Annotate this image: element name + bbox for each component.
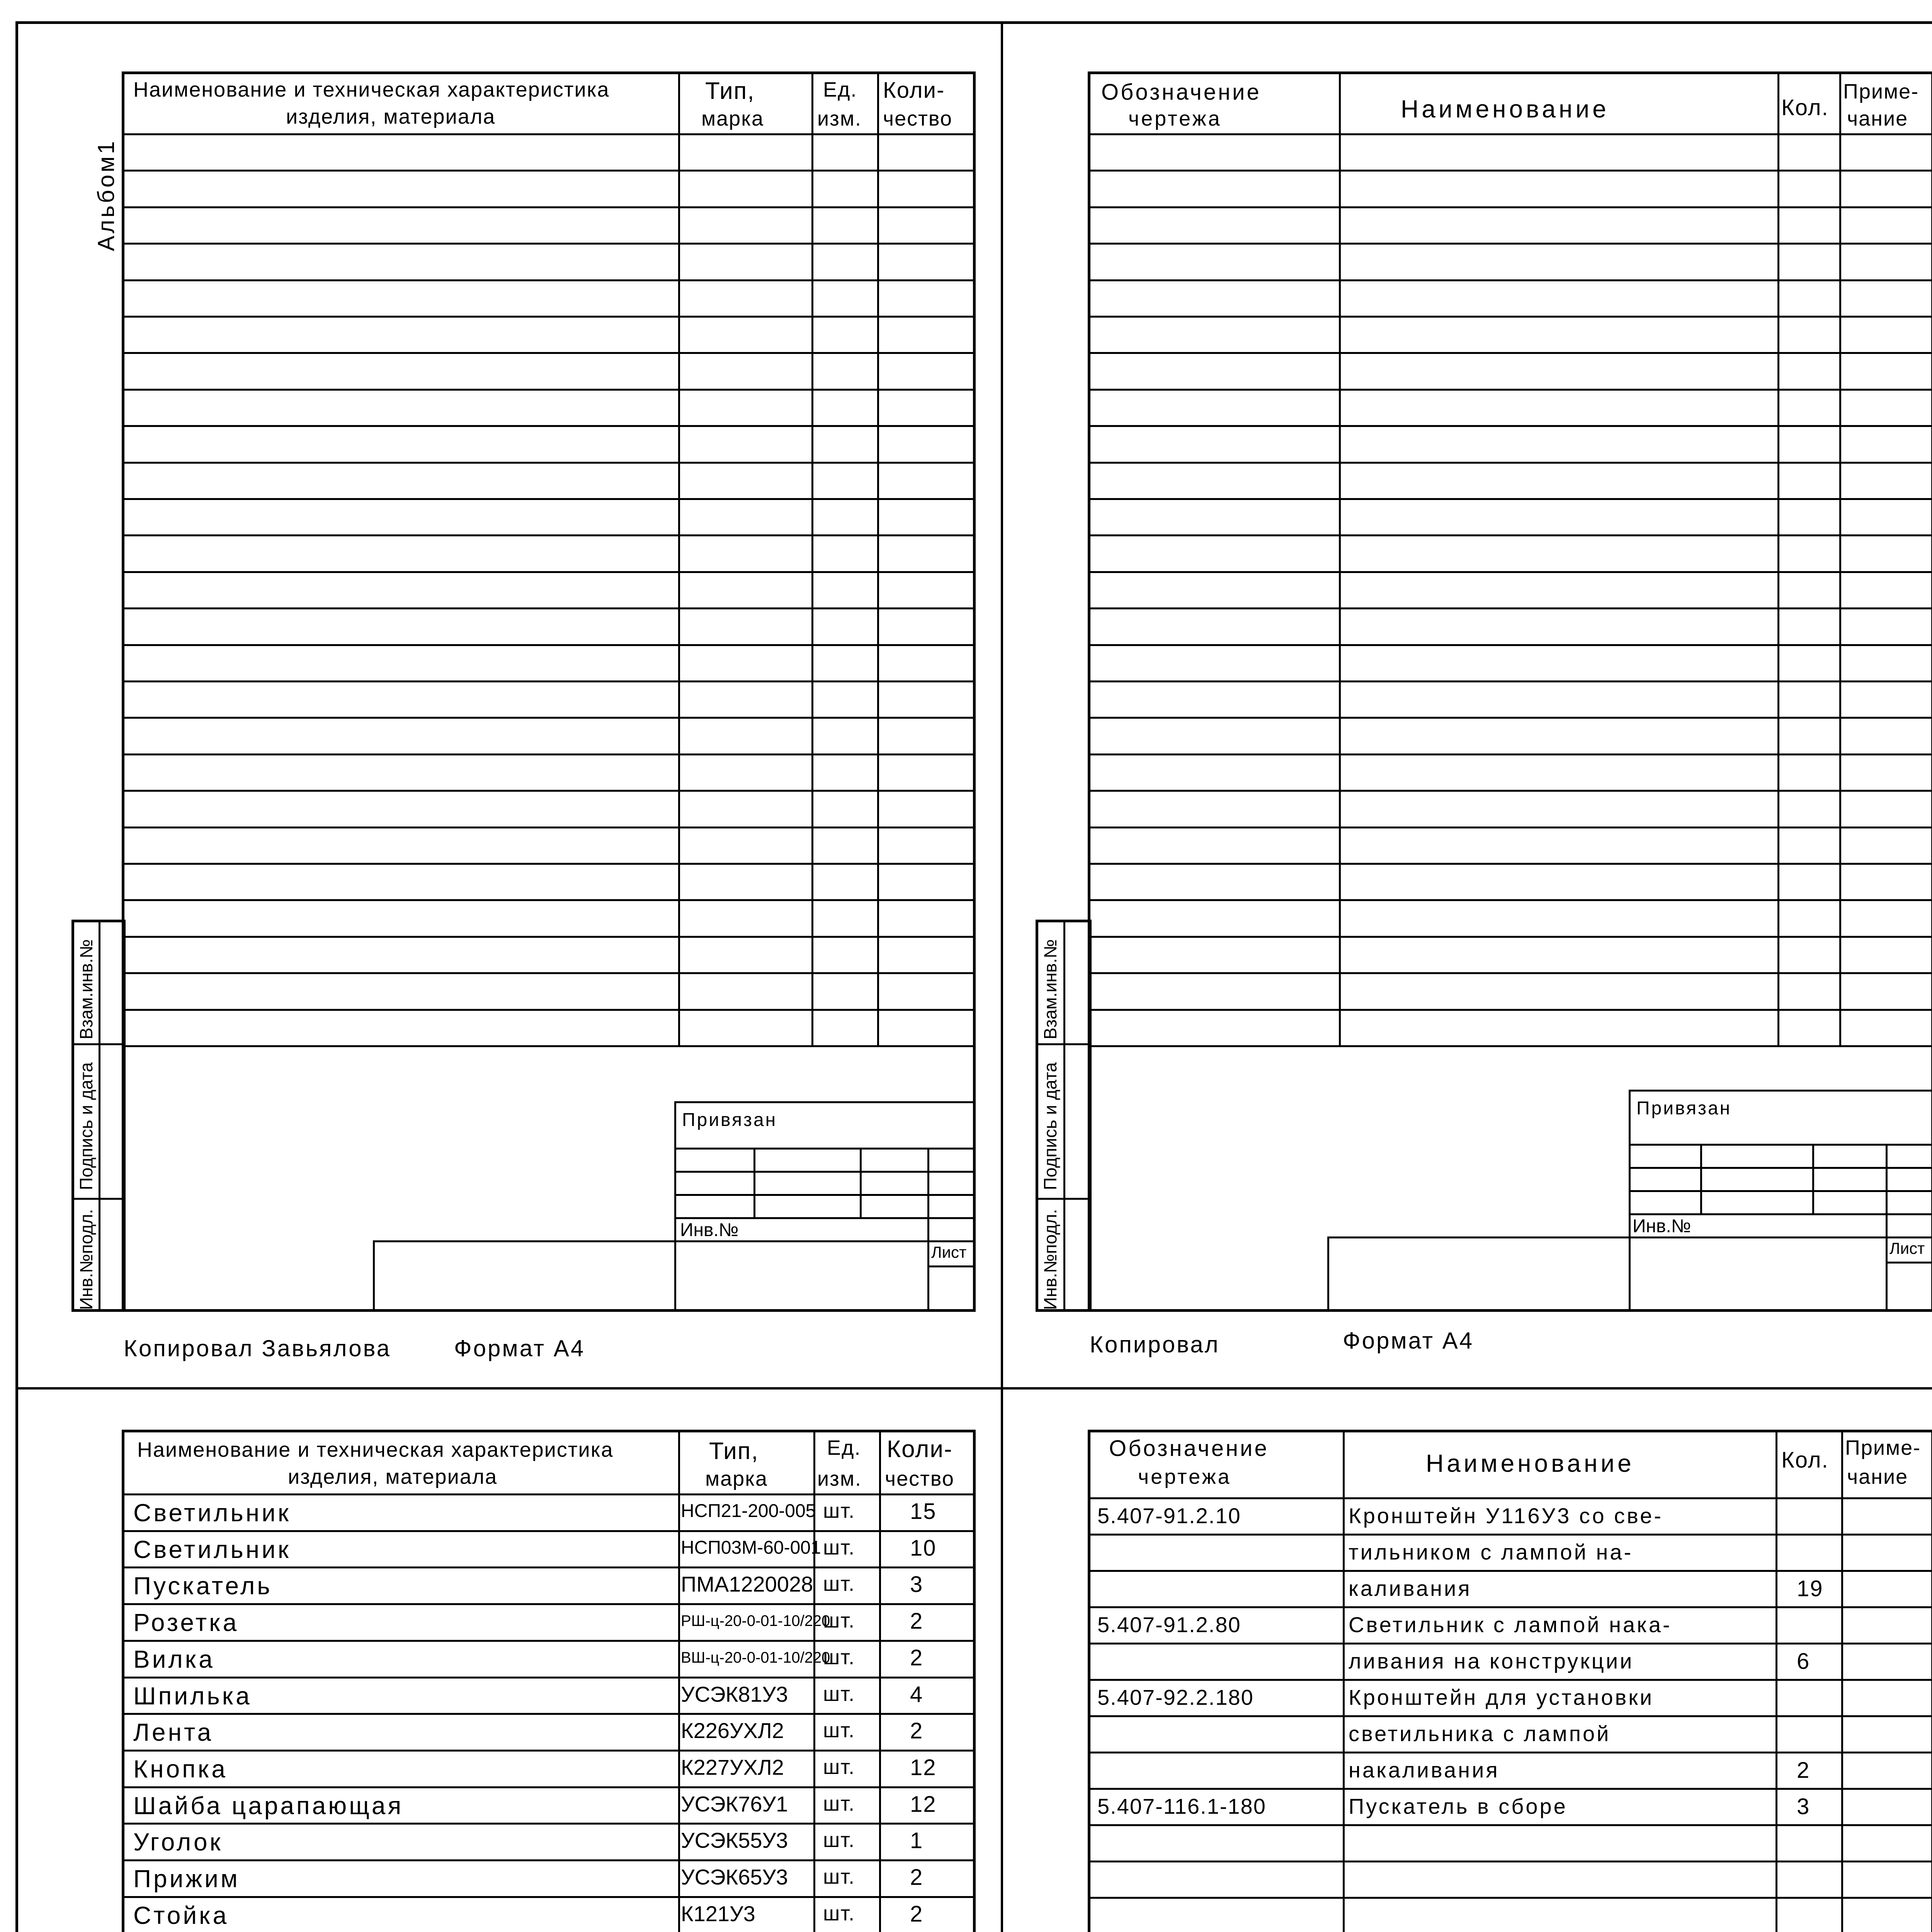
table-row-line <box>122 936 976 938</box>
table-row-line <box>1088 972 1932 974</box>
table-row-line <box>122 899 976 901</box>
table-row-line <box>1088 863 1932 865</box>
header-unit-2: изм. <box>817 1467 862 1490</box>
row-qty: 2 <box>910 1609 923 1634</box>
table-row-line <box>1088 607 1932 609</box>
row-name: каливания <box>1349 1576 1472 1600</box>
col-line <box>879 1430 881 1932</box>
table-row-line <box>1088 1752 1932 1753</box>
table-row-line <box>122 498 976 500</box>
table-row-line <box>1088 243 1932 245</box>
header-name-2: изделия, материала <box>288 1465 498 1488</box>
row-type: К226УХЛ2 <box>681 1718 784 1743</box>
row-type: УСЭК81У3 <box>681 1682 788 1706</box>
side-stamp-divider <box>71 1198 126 1200</box>
stamp-line <box>674 1194 976 1196</box>
row-type: УСЭК55У3 <box>681 1828 788 1852</box>
stamp-line <box>1886 1262 1932 1264</box>
list-label: Лист <box>931 1243 967 1261</box>
row-name: Пускатель в сборе <box>1349 1794 1568 1818</box>
row-name: Вилка <box>133 1645 215 1673</box>
row-type: НСП21-200-005 <box>681 1501 816 1521</box>
row-qty: 3 <box>1797 1794 1810 1819</box>
stamp-vzam-inv: Взам.инв.№ <box>1040 939 1060 1039</box>
table-row-line <box>1088 462 1932 464</box>
header-oboz-2: чертежа <box>1128 107 1222 130</box>
table-row-line <box>1088 571 1932 573</box>
table-row-line <box>122 170 976 172</box>
table-row-line <box>1088 534 1932 536</box>
row-name: Светильник с лампой нака- <box>1349 1612 1672 1637</box>
table-row-line <box>122 352 976 354</box>
row-unit: шт. <box>823 1536 855 1559</box>
inv-label: Инв.№ <box>1633 1216 1691 1236</box>
table-row-line <box>122 972 976 974</box>
header-type-2: марка <box>701 107 764 130</box>
table-row-line <box>122 462 976 464</box>
table-row-line <box>1088 389 1932 391</box>
side-stamp-divider <box>1063 920 1065 1312</box>
table-row-line <box>1088 1788 1932 1790</box>
row-name: Светильник <box>133 1499 291 1527</box>
table-row-line <box>122 389 976 391</box>
row-type: УСЭК76У1 <box>681 1792 788 1816</box>
header-oboz-2: чертежа <box>1138 1465 1231 1488</box>
table-row-line <box>122 1750 976 1752</box>
table-row-line <box>122 1823 976 1825</box>
header-unit-2: изм. <box>817 107 862 130</box>
table-row-line <box>1088 1643 1932 1645</box>
row-name: Шайба царапающая <box>133 1792 404 1820</box>
side-stamp-divider <box>1036 1198 1092 1200</box>
table-row-line <box>122 717 976 719</box>
header-name: Наименование <box>1401 95 1609 123</box>
table-row-line <box>122 753 976 755</box>
header-note-2: чание <box>1847 107 1908 130</box>
table-row-line <box>1088 1715 1932 1717</box>
table-row-line <box>1088 170 1932 172</box>
row-qty: 2 <box>1797 1758 1810 1783</box>
table-row-line <box>122 1566 976 1568</box>
header-unit: Ед. <box>827 1436 861 1459</box>
row-unit: шт. <box>823 1865 855 1888</box>
row-name: Светильник <box>133 1536 291 1563</box>
table-row-line <box>122 1640 976 1642</box>
stamp-line <box>674 1148 976 1150</box>
row-type: РШ-ц-20-0-01-10/220 <box>681 1612 830 1629</box>
row-unit: шт. <box>823 1902 855 1925</box>
table-row-line <box>122 1009 976 1011</box>
row-name: Кнопка <box>133 1755 228 1783</box>
bottom-stamp-box <box>1327 1236 1932 1312</box>
row-oboz: 5.407-92.2.180 <box>1097 1685 1254 1709</box>
table-row-line <box>1088 316 1932 318</box>
row-qty: 2 <box>910 1901 923 1927</box>
table-row-line <box>1088 1824 1932 1826</box>
row-oboz: 5.407-91.2.10 <box>1097 1503 1241 1528</box>
table-row-line <box>122 863 976 865</box>
table-row-line <box>122 644 976 646</box>
row-name: накаливания <box>1349 1758 1500 1782</box>
col-line <box>1776 1430 1777 1932</box>
row-name: Стойка <box>133 1901 229 1929</box>
row-name: светильника с лампой <box>1349 1721 1611 1746</box>
header-bottom-line <box>1088 133 1932 135</box>
table-bottom-line <box>1088 1045 1932 1047</box>
header-note: Приме- <box>1845 1436 1921 1459</box>
stamp-line <box>1700 1144 1702 1213</box>
table-row-line <box>1088 680 1932 682</box>
footer-copied: Копировал Завьялова <box>124 1335 391 1361</box>
stamp-signature-date: Подпись и дата <box>1040 1062 1060 1190</box>
row-type: ВШ-ц-20-0-01-10/220 <box>681 1649 830 1666</box>
stamp-line <box>753 1148 755 1217</box>
row-name: Кронштейн У116У3 со све- <box>1349 1503 1663 1528</box>
table-row-line <box>122 790 976 792</box>
header-note: Приме- <box>1843 80 1919 103</box>
table-row-line <box>1088 1534 1932 1536</box>
table-row-line <box>122 316 976 318</box>
table-row-line <box>122 1677 976 1679</box>
table-row-line <box>122 279 976 281</box>
stamp-line <box>674 1171 976 1173</box>
side-stamp-divider <box>71 1043 126 1045</box>
row-unit: шт. <box>823 1682 855 1706</box>
row-name: Кронштейн для установки <box>1349 1685 1654 1709</box>
row-unit: шт. <box>823 1646 855 1669</box>
header-name: Наименование и техническая характеристика <box>133 78 610 101</box>
table-row-line <box>1088 206 1932 208</box>
table-row-line <box>122 206 976 208</box>
footer-format: Формат А4 <box>454 1335 585 1361</box>
header-qty: Коли- <box>883 78 945 103</box>
table-row-line <box>1088 425 1932 427</box>
table-row-line <box>122 1603 976 1605</box>
table-row-line <box>1088 498 1932 500</box>
row-qty: 2 <box>910 1865 923 1890</box>
row-qty: 15 <box>910 1499 937 1524</box>
table-row-line <box>122 1713 976 1715</box>
table-row-line <box>122 680 976 682</box>
row-qty: 2 <box>910 1718 923 1743</box>
row-oboz: 5.407-91.2.80 <box>1097 1612 1241 1637</box>
header-qty: Кол. <box>1781 95 1829 120</box>
stamp-signature-date: Подпись и дата <box>76 1062 96 1190</box>
row-qty: 12 <box>910 1755 937 1780</box>
row-unit: шт. <box>823 1572 855 1595</box>
row-qty: 4 <box>910 1682 923 1707</box>
header-bottom-line <box>122 133 976 135</box>
row-name: Прижим <box>133 1865 240 1893</box>
header-type: Тип, <box>709 1438 759 1464</box>
col-line <box>1841 1430 1843 1932</box>
row-type: ПМА1220028 <box>681 1572 813 1596</box>
row-name: Шпилька <box>133 1682 252 1710</box>
table-row-line <box>122 243 976 245</box>
header-qty-2: чество <box>883 107 953 130</box>
table-row-line <box>122 1896 976 1898</box>
stamp-vzam-inv: Взам.инв.№ <box>76 939 96 1039</box>
side-stamp-divider <box>1036 1043 1092 1045</box>
header-name: Наименование и техническая характеристика <box>137 1438 614 1461</box>
row-name: Лента <box>133 1718 214 1746</box>
list-label: Лист <box>1889 1239 1925 1257</box>
table-row-line <box>1088 279 1932 281</box>
header-oboz: Обозначение <box>1101 80 1261 105</box>
privyazan-label: Привязан <box>1636 1098 1732 1119</box>
privyazan-label: Привязан <box>682 1110 777 1130</box>
stamp-line <box>860 1148 862 1217</box>
table-row-line <box>1088 1861 1932 1862</box>
row-qty: 1 <box>910 1828 923 1853</box>
stamp-line <box>674 1217 976 1219</box>
row-unit: шт. <box>823 1609 855 1632</box>
table-row-line <box>1088 790 1932 792</box>
table-row-line <box>1088 644 1932 646</box>
row-qty: 19 <box>1797 1576 1823 1601</box>
table-row-line <box>1088 1606 1932 1608</box>
table-row-line <box>122 1859 976 1861</box>
table-row-line <box>122 827 976 828</box>
bottom-stamp-box <box>373 1240 976 1312</box>
footer-copied: Копировал <box>1090 1332 1220 1357</box>
row-type: К227УХЛ2 <box>681 1755 784 1779</box>
table-row-line <box>1088 899 1932 901</box>
header-bottom-line <box>122 1493 976 1495</box>
table-row-line <box>1088 827 1932 828</box>
table-row-line <box>1088 1009 1932 1011</box>
stamp-inv-podl: Инв.№подл. <box>76 1209 96 1310</box>
header-qty-2: чество <box>885 1467 955 1490</box>
row-name: Пускатель <box>133 1572 272 1600</box>
header-name: Наименование <box>1426 1449 1634 1477</box>
row-oboz: 5.407-116.1-180 <box>1097 1794 1266 1818</box>
row-unit: шт. <box>823 1719 855 1742</box>
header-unit: Ед. <box>823 78 857 101</box>
table-row-line <box>122 1530 976 1532</box>
row-name: ливания на конструкции <box>1349 1649 1634 1673</box>
row-type: УСЭК65У3 <box>681 1865 788 1889</box>
row-unit: шт. <box>823 1792 855 1815</box>
row-type: К121У3 <box>681 1901 755 1926</box>
stamp-line <box>927 1265 976 1267</box>
header-qty: Коли- <box>887 1436 953 1463</box>
table-row-line <box>1088 717 1932 719</box>
table-bottom-line <box>122 1045 976 1047</box>
quadrant-divider-vertical <box>1001 21 1003 1932</box>
table-row-line <box>122 1786 976 1788</box>
row-name: Уголок <box>133 1828 223 1856</box>
row-qty: 6 <box>1797 1649 1810 1674</box>
header-oboz: Обозначение <box>1109 1436 1269 1461</box>
header-note-2: чание <box>1847 1465 1908 1488</box>
row-unit: шт. <box>823 1499 855 1522</box>
inv-label: Инв.№ <box>680 1220 739 1240</box>
row-name: Розетка <box>133 1609 239 1636</box>
col-line <box>678 1430 680 1932</box>
table-row-line <box>122 607 976 609</box>
header-type: Тип, <box>705 78 755 104</box>
table-row-line <box>1088 1897 1932 1899</box>
table-row-line <box>1088 936 1932 938</box>
row-name: тильником с лампой на- <box>1349 1540 1633 1564</box>
header-type-2: марка <box>705 1467 768 1490</box>
table-row-line <box>122 534 976 536</box>
header-name-2: изделия, материала <box>286 105 496 128</box>
row-qty: 10 <box>910 1536 937 1561</box>
row-qty: 3 <box>910 1572 923 1597</box>
table-row-line <box>1088 1679 1932 1681</box>
stamp-inv-podl: Инв.№подл. <box>1040 1209 1060 1310</box>
quadrant-divider-horizontal <box>15 1387 1932 1389</box>
table-row-line <box>1088 352 1932 354</box>
col-line <box>1343 1430 1345 1932</box>
table-row-line <box>122 571 976 573</box>
table-row-line <box>1088 1570 1932 1572</box>
album-label: Альбом1 <box>93 139 119 251</box>
row-unit: шт. <box>823 1828 855 1852</box>
row-qty: 12 <box>910 1792 937 1817</box>
table-row-line <box>122 425 976 427</box>
header-bottom-line <box>1088 1497 1932 1499</box>
row-unit: шт. <box>823 1755 855 1779</box>
row-type: НСП03М-60-001 <box>681 1537 821 1558</box>
footer-format: Формат А4 <box>1343 1328 1474 1354</box>
table-row-line <box>1088 753 1932 755</box>
side-stamp-divider <box>99 920 100 1312</box>
row-qty: 2 <box>910 1645 923 1670</box>
header-qty: Кол. <box>1781 1447 1829 1473</box>
stamp-line <box>1812 1144 1814 1213</box>
